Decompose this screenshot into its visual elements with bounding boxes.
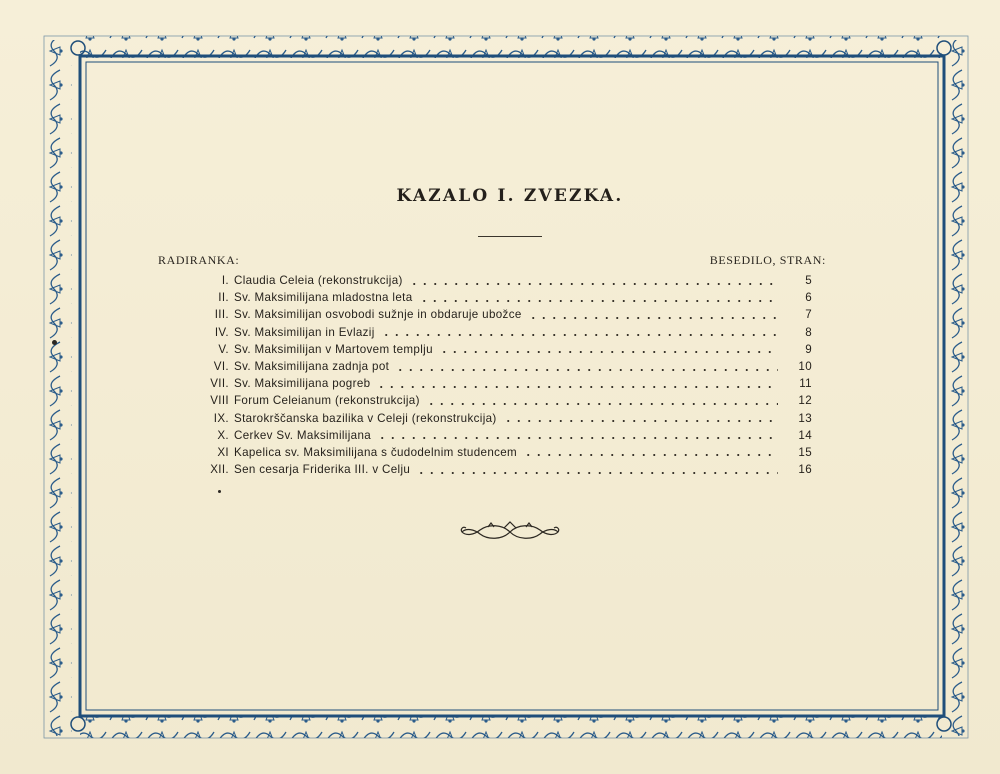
toc-numeral: IV.: [214, 325, 229, 339]
toc-numeral: I.: [221, 274, 229, 288]
ink-speck: [52, 340, 57, 345]
toc-numeral: VII.: [210, 377, 229, 391]
dot-leader: [379, 325, 778, 339]
toc-numeral: V.: [218, 342, 229, 356]
toc-numeral: III.: [214, 308, 229, 322]
toc-page-number: 13: [798, 411, 812, 425]
toc-row: [150, 410, 812, 427]
toc-title: Kapelica sv. Maksimilijana s čudodelnim studencem: [234, 445, 518, 459]
scroll-ornament-icon: [458, 520, 562, 544]
toc-page-number: 9: [805, 342, 812, 356]
toc-row: [150, 392, 812, 409]
toc-numeral: IX.: [213, 411, 229, 425]
toc-title: Claudia Celeia (rekonstrukcija): [234, 274, 403, 288]
toc-row: [150, 358, 812, 375]
toc-numeral: XII.: [210, 463, 229, 477]
toc-title: Sv. Maksimilijan osvobodi sužnje in obdaruje ubožce: [234, 308, 522, 322]
toc-page-number: 15: [798, 445, 812, 459]
table-of-contents: [150, 272, 812, 478]
toc-row: [150, 461, 812, 478]
toc-row: [150, 306, 812, 323]
toc-page-number: 7: [805, 308, 812, 322]
dot-leader: [526, 308, 778, 322]
toc-numeral: VI.: [213, 360, 229, 374]
toc-page-number: 5: [805, 274, 812, 288]
toc-title: Starokrščanska bazilika v Celeji (rekonstrukcija): [234, 411, 497, 425]
toc-title: Sv. Maksimilijana mladostna leta: [234, 291, 413, 305]
toc-page-number: 12: [798, 394, 812, 408]
toc-title: Sen cesarja Friderika III. v Celju: [234, 463, 411, 477]
toc-page-number: 6: [805, 291, 812, 305]
toc-row: [150, 324, 812, 341]
toc-title: Sv. Maksimilijana zadnja pot: [234, 360, 390, 374]
dot-leader: [374, 377, 778, 391]
dot-leader: [414, 463, 778, 477]
dot-leader: [417, 291, 778, 305]
toc-row: [150, 289, 812, 306]
toc-page-number: 11: [799, 377, 812, 391]
dot-leader: [437, 342, 778, 356]
toc-row: [150, 341, 812, 358]
toc-row: [150, 427, 812, 444]
dot-leader: [393, 360, 778, 374]
toc-row: [150, 444, 812, 461]
ink-speck: [218, 490, 221, 493]
toc-numeral: II.: [218, 291, 229, 305]
toc-page-number: 16: [798, 463, 812, 477]
toc-page-number: 10: [798, 360, 812, 374]
column-header-etchings: RADIRANKA:: [158, 253, 240, 267]
toc-title: Sv. Maksimilijan in Evlazij: [234, 325, 375, 339]
toc-title: Cerkev Sv. Maksimilijana: [234, 428, 372, 442]
toc-numeral: XI: [217, 445, 229, 459]
dot-leader: [407, 274, 778, 288]
page-title: KAZALO I. ZVEZKA.: [396, 186, 624, 206]
toc-title: Forum Celeianum (rekonstrukcija): [234, 394, 420, 408]
title-divider-rule: [478, 236, 542, 237]
dot-leader: [501, 411, 778, 425]
toc-title: Sv. Maksimilijan v Martovem templju: [234, 342, 433, 356]
toc-numeral: VIII: [210, 394, 229, 408]
toc-row: [150, 272, 812, 289]
column-header-text-page: BESEDILO, STRAN:: [709, 253, 826, 267]
toc-title: Sv. Maksimilijana pogreb: [234, 377, 371, 391]
toc-page-number: 14: [798, 428, 812, 442]
toc-numeral: X.: [217, 428, 229, 442]
toc-row: [150, 375, 812, 392]
dot-leader: [424, 394, 778, 408]
dot-leader: [521, 445, 778, 459]
toc-page-number: 8: [805, 325, 812, 339]
dot-leader: [375, 428, 778, 442]
